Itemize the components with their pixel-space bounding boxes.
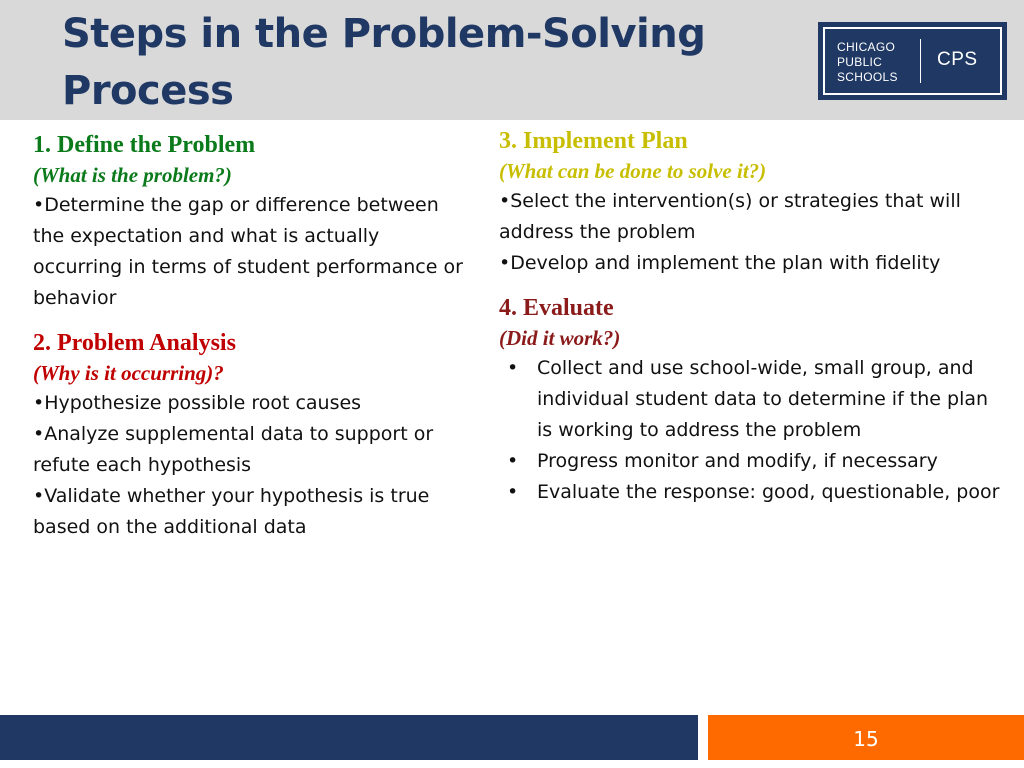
slide-title bbox=[62, 6, 762, 120]
evaluate-heading: 4. Evaluate bbox=[499, 295, 614, 321]
define-problem-question: (What is the problem?) bbox=[33, 163, 232, 187]
footer-bar-blue bbox=[0, 715, 698, 760]
implement-plan-bullet-2: •Develop and implement the plan with fidelity bbox=[499, 252, 941, 274]
evaluate-list-item bbox=[499, 446, 1009, 477]
evaluate-item-text: Evaluate the response: good, questionable, poor bbox=[537, 481, 1000, 503]
evaluate-list-item bbox=[499, 353, 1009, 446]
implement-plan-bullet-1: •Select the intervention(s) or strategies that will address the problem bbox=[499, 190, 961, 243]
evaluate-item-text: Collect and use school-wide, small group, and individual student data to determine if the plan is working to address the problem bbox=[537, 357, 989, 441]
cps-logo-line2: PUBLIC bbox=[837, 55, 883, 69]
cps-logo bbox=[818, 22, 1007, 100]
define-problem-bullet: •Determine the gap or difference between the expectation and what is actually occurring in terms of student performance or behavior bbox=[33, 194, 463, 309]
bullet-icon: • bbox=[507, 481, 519, 503]
slide-title-line1: Steps in the Problem-Solving bbox=[62, 11, 706, 57]
evaluate-list-item bbox=[499, 477, 1009, 508]
left-column bbox=[33, 130, 473, 543]
page-number: 15 bbox=[853, 727, 879, 751]
cps-logo-text bbox=[837, 40, 898, 85]
cps-logo-divider bbox=[920, 39, 921, 83]
bullet-icon: • bbox=[507, 450, 519, 472]
right-column bbox=[499, 126, 1009, 508]
section-spacer bbox=[33, 314, 473, 328]
implement-plan-question: (What can be done to solve it?) bbox=[499, 159, 767, 183]
evaluate-list bbox=[499, 353, 1009, 508]
cps-logo-frame bbox=[823, 27, 1002, 95]
cps-logo-line1: CHICAGO bbox=[837, 40, 896, 54]
problem-analysis-bullet-3: •Validate whether your hypothesis is true based on the additional data bbox=[33, 485, 430, 538]
implement-plan-heading: 3. Implement Plan bbox=[499, 128, 688, 154]
section-spacer bbox=[499, 279, 1009, 293]
cps-logo-line3: SCHOOLS bbox=[837, 70, 898, 84]
evaluate-question: (Did it work?) bbox=[499, 326, 621, 350]
problem-analysis-question: (Why is it occurring)? bbox=[33, 361, 224, 385]
problem-analysis-bullet-2: •Analyze supplemental data to support or refute each hypothesis bbox=[33, 423, 434, 476]
cps-logo-abbr: CPS bbox=[937, 49, 978, 70]
define-problem-heading: 1. Define the Problem bbox=[33, 132, 256, 158]
bullet-icon: • bbox=[507, 357, 519, 379]
problem-analysis-heading: 2. Problem Analysis bbox=[33, 330, 236, 356]
evaluate-item-text: Progress monitor and modify, if necessary bbox=[537, 450, 938, 472]
slide-title-line2: Process bbox=[62, 68, 234, 114]
problem-analysis-bullet-1: •Hypothesize possible root causes bbox=[33, 392, 362, 414]
